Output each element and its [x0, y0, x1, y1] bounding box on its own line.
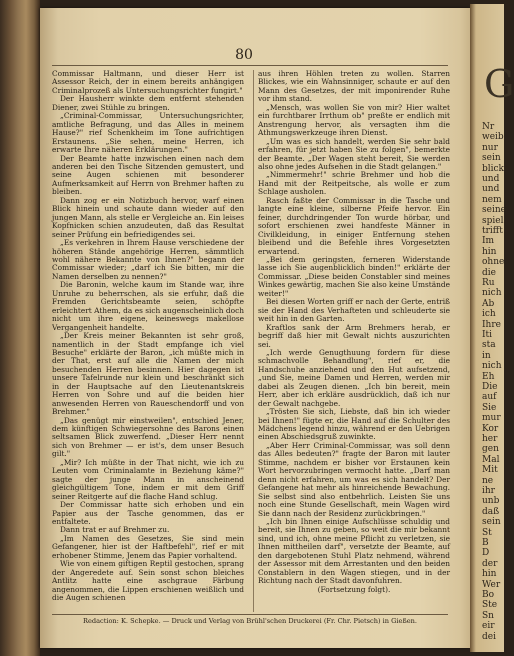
continuation-note: (Fortsetzung folgt). — [317, 584, 391, 594]
facing-page-fragment: sta — [482, 340, 496, 351]
paragraph: Kraftlos sank der Arm Brehmers herab, er begriff daß hier mit Gewalt nichts auszurichten sei. — [258, 322, 450, 349]
footer-rule — [52, 614, 448, 615]
facing-page-fragment: Im — [482, 236, 495, 247]
facing-page-fragment: St — [482, 527, 492, 538]
paragraph: „Das genügt mir einstweilen", entschied Jener, dem künftigen Schwiegersohne des Barons einen seltsamen Blick zuwerfend. „Dieser Herr nennt sich von Brehmer — er ist's, dem unser Besuch gilt." — [52, 415, 244, 459]
facing-page-fragment: D — [482, 548, 490, 559]
paragraph: Dann trat er auf Brehmer zu. — [60, 525, 170, 535]
facing-page-fragment: Mit — [482, 465, 498, 476]
facing-page-fragment: Ste — [482, 600, 498, 611]
imprint-line: Redaction: K. Schepke. — Druck und Verlag von Brühl'schen Druckerei (Fr. Chr. Pietsch) in Gießen. — [82, 617, 418, 625]
facing-page-fragment: Die — [482, 382, 498, 392]
facing-page-fragment: Sie — [482, 402, 497, 413]
facing-page-fragment: Ab — [482, 298, 495, 309]
facing-page-fragment: ne — [482, 475, 494, 486]
paragraph: „Es verkehren in Ihrem Hause verschiedene der höheren Stände angehörige Herren, sämmtlich wohl nähere Bekannte von Ihnen?" begann der Commissar wieder; „darf ich Sie bitten, mir die Namen derselben zu nennen?" — [52, 238, 244, 281]
paragraph: „Der Kreis meiner Bekannten ist sehr groß, namentlich in der Stadt empfange ich viel Besuche" erklärte der Baron, „ich müßte mich in der That, erst auf alle die Namen der mich besuchenden Herren besinnen. Hier dagegen ist unsere Tafelrunde nur klein und beschränkt sich in der Hauptsache auf den Lieutenantskreis Herren von Sohre und auf die beiden hier anwesenden Herren von Raueschendorff und von Brehmer." — [52, 331, 244, 417]
paragraph: Commissar Haltmann, und dieser Herr ist Assessor Reich, der in einem bereits anhängigen Criminalprozeß als Untersuchungsrichter fungirt." — [52, 69, 244, 95]
facing-page-fragment: Mal — [482, 454, 500, 465]
facing-page-fragment: Iti — [482, 330, 493, 340]
facing-page-fragment: gen — [482, 444, 499, 455]
facing-page-fragment: mur — [482, 413, 501, 424]
facing-page-fragment: her — [482, 434, 498, 444]
facing-page-fragment: blick — [482, 163, 505, 174]
facing-page-fragment: sein — [482, 517, 501, 528]
paragraph: Rasch faßte der Commissar in die Tasche und langte eine kleine, silberne Pfeife hervor. Ein feiner, durchdringender Ton wurde hörbar, und sofort erschienen zwei handfeste Männer in Civilkleidung, in einiger Entfernung stehen bleibend und die Befehle ihres Vorgesetzten erwartend. — [258, 195, 450, 256]
facing-page-initial: G — [484, 62, 514, 106]
facing-page-fragment: in — [482, 350, 491, 361]
paragraph: „Ich werde Genugthuung fordern für diese schmachvolle Behandlung", rief er, die Handschuhe anziehend und den Hut aufsetzend, „und Sie, meine Damen und Herren, werden mir dabei als Zeugen dienen. „Ich bin bereit, mein Herr, aber ich erkläre ausdrücklich, daß ich nur der Gewalt nachgebe. — [258, 347, 450, 408]
facing-page-fragment: nem — [482, 194, 502, 205]
paragraph: aus ihren Höhlen treten zu wollen. Starren Blickes, wie ein Wahnsinniger, schaute er auf den Mann des Gesetzes, der mit imponirender Ruhe vor ihm stand. — [258, 69, 450, 104]
paragraph: Wie von einem giftigen Reptil gestochen, sprang der Angeredete auf. Sein sonst schon bleiches Antlitz hatte eine aschgraue Färbung angenommen, die Lippen erschienen weißlich und die Augen schienen — [52, 559, 244, 603]
facing-page-fragment: und — [482, 174, 500, 184]
paragraph: „Im Namen des Gesetzes, Sie sind mein Gefangener, hier ist der Haftbefehl", rief er mit erhobener Stimme, Jenem das Papier vorhaltend. — [52, 533, 244, 560]
facing-page-fragment: B — [482, 538, 489, 548]
paragraph: Bei diesen Worten griff er nach der Gerte, entriß sie der Hand des Verhafteten und schleuderte sie weit hin in den Garten. — [258, 297, 450, 324]
facing-page-fragment: dei — [482, 631, 496, 642]
paragraph: Dann zog er ein Notizbuch hervor, warf einen Blick hinein und schaute dann wieder auf den jungen Mann, als stelle er Vergleiche an. Ein leises Kopfnicken schien anzudeuten, daß das Resultat seiner Prüfung ein befriedigendes sei. — [52, 195, 244, 239]
facing-page-fragment: daß — [482, 506, 500, 517]
facing-page-fragment: Eh — [482, 371, 495, 382]
facing-page-fragment: nich — [482, 288, 502, 299]
facing-page-fragment: nich — [482, 361, 502, 372]
facing-page-fragment: Sn — [482, 610, 494, 621]
facing-page-fragment: seine — [482, 205, 506, 216]
facing-page-fragment: und — [482, 184, 500, 195]
facing-page-fragment: hin — [482, 569, 497, 580]
paragraph: Der Beamte hatte inzwischen einen nach dem anderen bei den Tische Sitzenden gemustert, und seine Augen schienen mit besonderer Aufmerksamkeit auf Herrn von Brehmer haften zu bleiben. — [52, 153, 244, 197]
facing-page-fragment: sein — [482, 153, 501, 164]
facing-page-fragment: Kor — [482, 423, 499, 434]
facing-page-fragment: spiel — [482, 215, 504, 226]
page-number: 80 — [235, 47, 253, 63]
left-column — [52, 70, 244, 603]
paragraph: „Nimmermehr!" schrie Brehmer und hob die Hand mit der Reitpeitsche, als wolle er zum Schlage ausholen. — [258, 170, 450, 197]
facing-page-fragment: die — [482, 267, 496, 278]
facing-page-fragment: nur — [482, 142, 498, 153]
paragraph: „Trösten Sie sich, Liebste, daß bin ich wieder bei Ihnen!" fügte er, die Hand auf die Schulter des Mädchens legend hinzu, während er den Uebrigen einen Abschiedsgruß zuwinkte. — [258, 407, 450, 442]
facing-page-fragment: ohne — [482, 257, 505, 268]
facing-page-edge — [470, 4, 514, 652]
facing-page-fragment: Wer — [482, 579, 501, 590]
facing-page-fragment: Ihre — [482, 319, 501, 330]
facing-page-fragment: Ru — [482, 278, 495, 288]
facing-page-fragment: der — [482, 558, 498, 569]
paragraph: Der Hausherr winkte dem entfernt stehenden Diener, zwei Stühle zu bringen. — [52, 94, 244, 112]
paragraph: „Bei dem geringsten, ferneren Widerstande lasse ich Sie augenblicklich binden!" erklärte der Commissar. „Diese beiden Constabler sind meines Winkes gewärtig, machen Sie also keine Umstände weiter!" — [258, 254, 450, 298]
paragraph: „Ich bin Ihnen einige Aufschlüsse schuldig und bereit, sie Ihnen zu geben, so weit die mir bekannt sind, und ich, ohne meine Pflicht zu verletzen, sie Ihnen mittheilen darf", versetzte der Beamte, auf den dargebotenen Stuhl Platz nehmend, während der Assessor mit dem Arrestanten und den beiden Constablern in den Wagen stiegen, und in der Richtung nach der Stadt davonfuhren. — [258, 517, 450, 586]
facing-page-fragment: ihr — [482, 486, 495, 496]
facing-page-fragment: ich — [482, 309, 496, 320]
paragraph: „Mir? Ich müßte in der That nicht, wie ich zu Leuten vom Criminalamte in Beziehung käme?" sagte der junge Mann in anscheinend gleichgültigem Tone, indem er mit dem Griff seiner Reitgerte auf die flache Hand schlug. — [52, 457, 244, 501]
paragraph: Die Baronin, welche kaum im Stande war, ihre Unruhe zu beherrschen, als sie erfuhr, daß die Fremden Gerichtsbeamte seien, schöpfte erleichtert Athem, da es sich augenscheinlich doch nicht um ihre eigene, keineswegs makellose Vergangenheit handelte. — [52, 280, 244, 332]
paragraph: „Criminal-Commissar, Untersuchungsrichter, amtliche Befragung, und das Alles in meinem Hause?" rief Schenkheim im Tone aufrichtigen Erstaunens. „Sie sehen, meine Herren, ich erwarte Ihre näheren Erklärungen." — [52, 111, 244, 155]
facing-page-fragment: weib — [482, 132, 504, 143]
facing-page-fragment: eir — [482, 621, 495, 632]
facing-page-fragment: unb — [482, 496, 500, 507]
paragraph: Der Commissar hatte sich erhoben und ein Papier aus der Tasche genommen, das er entfaltete. — [52, 500, 244, 527]
paragraph: „Aber Herr Criminal-Commissar, was soll denn das Alles bedeuten?" fragte der Baron mit lauter Stimme, nachdem er bisher vor Erstaunen kein Wort hervorzubringen vermocht hatte. „Darf man denn nicht erfahren, um was es sich handelt? Der Gefangene hat mehr als hinreichende Bewachung. Sie selbst sind also entbehrlich. Leisten Sie uns noch eine Stunde Gesellschaft, mein Wagen wird Sie dann nach der Residenz zurückbringen." — [258, 440, 450, 518]
left-page-edges — [0, 0, 40, 656]
facing-page-fragment: Bo — [482, 590, 495, 600]
header-rule — [52, 65, 448, 66]
facing-page-fragment: hin — [482, 246, 497, 257]
facing-page-fragment: trifft — [482, 226, 503, 236]
column-divider — [253, 70, 254, 612]
paragraph: „Um was es sich handelt, werden Sie sehr bald erfahren, für jetzt haben Sie zu folgen", bemerkte der Beamte. „Der Wagen steht bereit, Sie werden also ohne jedes Aufsehen in die Stadt gelangen." — [258, 136, 450, 171]
facing-page-fragment: Nr — [482, 122, 495, 132]
right-column — [258, 70, 450, 594]
paragraph: „Mensch, was wollen Sie von mir? Hier waltet ein furchtbarer Irrthum ob" preßte er endlich mit Anstrengung hervor, als versagten ihm die Athmungswerkzeuge ihren Dienst. — [258, 102, 450, 138]
facing-page-fragment: auf — [482, 392, 497, 403]
